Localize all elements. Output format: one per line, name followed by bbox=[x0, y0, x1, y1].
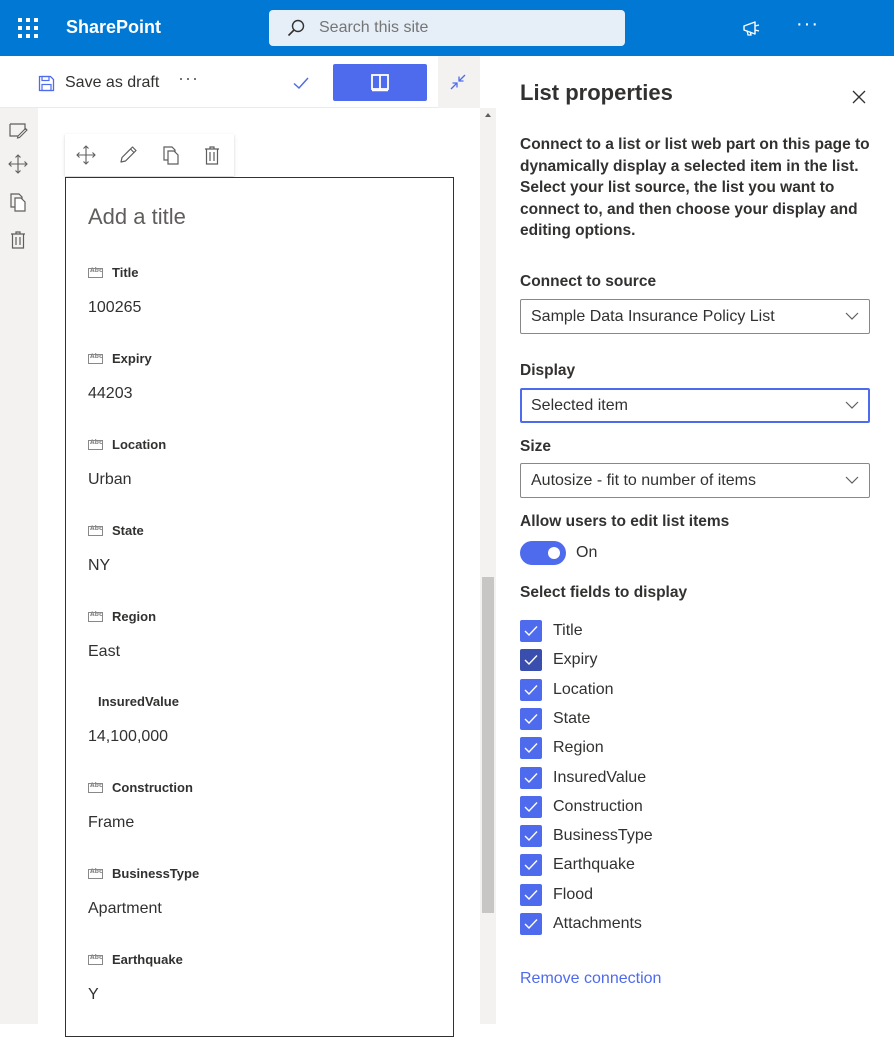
field-label bbox=[88, 866, 199, 881]
checkbox[interactable] bbox=[520, 854, 542, 876]
field-value[interactable]: 100265 bbox=[88, 299, 142, 316]
field-label-text: State bbox=[112, 523, 144, 538]
field-label bbox=[88, 694, 179, 709]
checkbox[interactable] bbox=[520, 825, 542, 847]
field-checkbox-row[interactable] bbox=[520, 854, 635, 876]
size-label: Size bbox=[520, 438, 552, 455]
checkbox-label: Location bbox=[553, 681, 614, 698]
duplicate-icon[interactable] bbox=[160, 144, 182, 166]
checkmark-icon bbox=[524, 742, 538, 754]
checkmark-icon bbox=[524, 772, 538, 784]
field-value[interactable]: Apartment bbox=[88, 900, 162, 917]
field-label bbox=[88, 952, 183, 967]
checkmark-icon bbox=[524, 684, 538, 696]
field-label bbox=[88, 265, 139, 280]
text-field-icon bbox=[88, 612, 103, 622]
chevron-down-icon bbox=[845, 400, 859, 410]
close-icon[interactable] bbox=[848, 86, 870, 108]
trash-icon[interactable] bbox=[8, 230, 28, 250]
search-input[interactable] bbox=[319, 10, 609, 46]
text-field-icon bbox=[88, 268, 103, 278]
suite-bar bbox=[0, 0, 894, 56]
remove-connection-link[interactable]: Remove connection bbox=[520, 970, 662, 987]
text-field-icon bbox=[88, 354, 103, 364]
checkmark-icon bbox=[524, 625, 538, 637]
app-launcher-icon[interactable] bbox=[14, 14, 42, 42]
source-dropdown[interactable] bbox=[520, 299, 870, 334]
checkbox-label: Construction bbox=[553, 798, 643, 815]
field-value[interactable]: 44203 bbox=[88, 385, 133, 402]
checkmark-icon bbox=[524, 859, 538, 871]
checkmark-icon bbox=[524, 801, 538, 813]
checkbox-label: Earthquake bbox=[553, 856, 635, 873]
more-commands-icon[interactable]: ··· bbox=[178, 68, 199, 88]
field-checkbox-row[interactable] bbox=[520, 679, 614, 701]
checkbox-label: Region bbox=[553, 739, 604, 756]
scroll-up-arrow-icon[interactable] bbox=[485, 113, 491, 117]
section-toolbar bbox=[0, 108, 38, 1024]
checkbox-label: Flood bbox=[553, 886, 594, 903]
move-icon[interactable] bbox=[75, 144, 97, 166]
floppy-disk-icon bbox=[38, 75, 55, 92]
checkbox-label: State bbox=[553, 710, 591, 727]
checkmark-icon bbox=[524, 654, 538, 666]
text-field-icon bbox=[88, 440, 103, 450]
panel-description: Connect to a list or list web part on this page to dynamically display a selected item in the list. Select your list source, the list you want to connect to, and then choose your display and editing options. bbox=[520, 136, 870, 239]
republish-button[interactable] bbox=[333, 64, 427, 101]
search-icon bbox=[287, 19, 305, 37]
save-as-draft-button[interactable] bbox=[38, 70, 159, 96]
field-label bbox=[88, 351, 152, 366]
checkbox[interactable] bbox=[520, 649, 542, 671]
more-options-icon[interactable]: ··· bbox=[796, 13, 819, 35]
fields-label: Select fields to display bbox=[520, 584, 688, 601]
field-label-text: Location bbox=[112, 437, 167, 452]
edit-pencil-icon[interactable] bbox=[117, 144, 139, 166]
field-label-text: Expiry bbox=[112, 351, 152, 366]
field-checkbox-row[interactable] bbox=[520, 796, 643, 818]
move-icon[interactable] bbox=[8, 154, 28, 174]
checkmark-icon bbox=[524, 889, 538, 901]
webpart-toolbar bbox=[65, 134, 234, 176]
edit-section-icon[interactable] bbox=[8, 120, 28, 140]
checkbox[interactable] bbox=[520, 737, 542, 759]
size-dropdown-value: Autosize - fit to number of items bbox=[531, 472, 756, 489]
field-checkbox-row[interactable] bbox=[520, 708, 590, 730]
text-field-icon bbox=[88, 783, 103, 793]
checkmark-icon bbox=[524, 918, 538, 930]
display-dropdown-value: Selected item bbox=[531, 397, 628, 414]
field-label-text: Earthquake bbox=[112, 952, 183, 967]
field-label-text: Title bbox=[112, 265, 139, 280]
checkbox[interactable] bbox=[520, 620, 542, 642]
text-field-icon bbox=[88, 869, 103, 879]
checkbox-label: Expiry bbox=[553, 651, 598, 668]
source-label: Connect to source bbox=[520, 273, 657, 290]
duplicate-icon[interactable] bbox=[8, 192, 28, 212]
edit-items-label: Allow users to edit list items bbox=[520, 513, 730, 530]
chevron-down-icon bbox=[845, 475, 859, 485]
field-label bbox=[88, 609, 156, 624]
field-label-text: Region bbox=[112, 609, 157, 624]
field-checkbox-row[interactable] bbox=[520, 884, 593, 906]
field-checkbox-row[interactable] bbox=[520, 649, 597, 671]
checkbox[interactable] bbox=[520, 884, 542, 906]
field-label-text: InsuredValue bbox=[98, 694, 179, 709]
field-checkbox-row[interactable] bbox=[520, 620, 583, 642]
display-label: Display bbox=[520, 362, 576, 379]
feedback-icon[interactable] bbox=[742, 20, 764, 38]
list-properties-panel bbox=[496, 56, 894, 1024]
checkmark-icon[interactable] bbox=[290, 72, 312, 94]
text-field-icon bbox=[88, 526, 103, 536]
field-value[interactable]: Y bbox=[88, 986, 99, 1003]
field-label-text: BusinessType bbox=[112, 866, 200, 881]
checkmark-icon bbox=[524, 713, 538, 725]
chevron-down-icon bbox=[845, 311, 859, 321]
field-value[interactable]: 14,100,000 bbox=[88, 728, 169, 745]
text-field-icon bbox=[88, 955, 103, 965]
collapse-panel-button[interactable] bbox=[438, 56, 480, 108]
field-checkbox-row[interactable] bbox=[520, 913, 642, 935]
field-checkbox-row[interactable] bbox=[520, 737, 604, 759]
save-as-draft-label: Save as draft bbox=[65, 74, 160, 91]
book-icon bbox=[370, 73, 390, 92]
collapse-icon bbox=[448, 72, 468, 92]
field-label bbox=[88, 523, 144, 538]
checkbox-label: InsuredValue bbox=[553, 769, 647, 786]
checkbox[interactable] bbox=[520, 767, 542, 789]
field-value[interactable]: Frame bbox=[88, 814, 135, 831]
field-checkbox-row[interactable] bbox=[520, 825, 653, 847]
field-value[interactable]: NY bbox=[88, 557, 111, 574]
size-dropdown[interactable] bbox=[520, 463, 870, 498]
field-checkbox-row[interactable] bbox=[520, 767, 646, 789]
checkbox[interactable] bbox=[520, 796, 542, 818]
brand-title[interactable]: SharePoint bbox=[66, 17, 162, 37]
checkbox[interactable] bbox=[520, 708, 542, 730]
checkbox[interactable] bbox=[520, 679, 542, 701]
checkbox-label: BusinessType bbox=[553, 827, 653, 844]
field-value[interactable]: Urban bbox=[88, 471, 132, 488]
webpart-title-input[interactable]: Add a title bbox=[88, 204, 186, 229]
display-dropdown[interactable] bbox=[520, 388, 870, 423]
search-box[interactable] bbox=[269, 10, 625, 46]
edit-items-toggle-state: On bbox=[576, 544, 598, 561]
field-value[interactable]: East bbox=[88, 643, 121, 660]
checkbox-label: Attachments bbox=[553, 915, 642, 932]
field-label-text: Construction bbox=[112, 780, 193, 795]
panel-title: List properties bbox=[520, 80, 673, 105]
field-label bbox=[88, 780, 193, 795]
list-properties-webpart[interactable] bbox=[65, 177, 454, 1037]
source-dropdown-value: Sample Data Insurance Policy List bbox=[531, 308, 775, 325]
field-label bbox=[88, 437, 166, 452]
canvas-scrollbar-thumb[interactable] bbox=[482, 577, 494, 913]
trash-icon[interactable] bbox=[201, 144, 223, 166]
checkbox[interactable] bbox=[520, 913, 542, 935]
checkbox-label: Title bbox=[553, 622, 583, 639]
command-bar bbox=[0, 56, 480, 108]
checkmark-icon bbox=[524, 830, 538, 842]
edit-items-toggle[interactable] bbox=[520, 541, 566, 565]
